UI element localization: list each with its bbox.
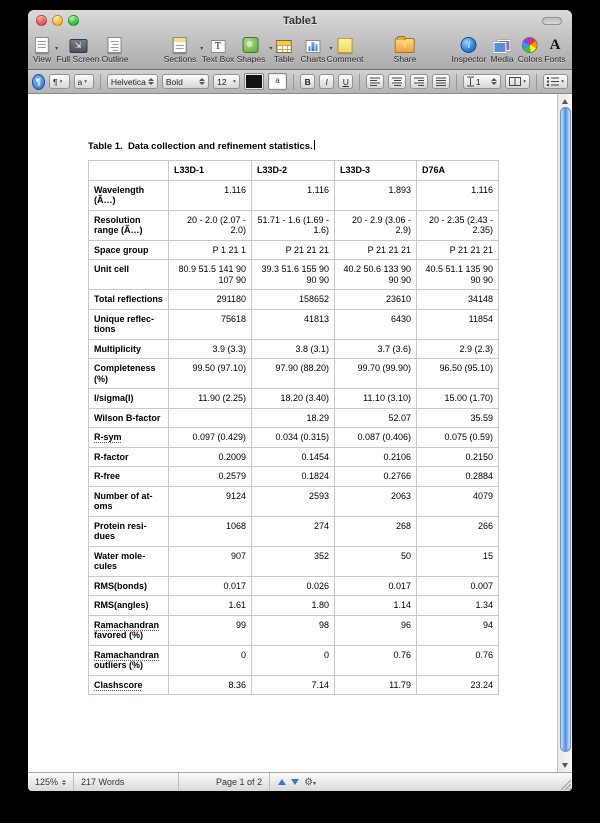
table-cell[interactable]: 0.76 bbox=[417, 645, 499, 675]
table-cell[interactable]: 6430 bbox=[335, 309, 417, 339]
table-cell[interactable]: 40.5 51.1 135 90 90 90 bbox=[417, 260, 499, 290]
toolbar-inspector-button[interactable]: i Inspector bbox=[452, 34, 487, 64]
row-label[interactable]: Multiplicity bbox=[89, 339, 169, 359]
table-cell[interactable]: 11.79 bbox=[335, 675, 417, 695]
table-cell[interactable]: 40.2 50.6 133 90 90 90 bbox=[335, 260, 417, 290]
table-cell[interactable]: 2063 bbox=[335, 486, 417, 516]
column-header[interactable]: L33D-1 bbox=[169, 161, 252, 181]
underline-button[interactable]: U bbox=[338, 74, 353, 89]
corner-header-cell[interactable] bbox=[89, 161, 169, 181]
table-cell[interactable]: 51.71 - 1.6 (1.69 - 1.6) bbox=[252, 210, 335, 240]
align-left-button[interactable] bbox=[366, 74, 384, 89]
window-controls bbox=[36, 15, 79, 26]
table-caption: Table 1. Data collection and refinement statistics. bbox=[88, 141, 313, 152]
table-cell[interactable]: 99.70 (99.90) bbox=[335, 359, 417, 389]
toolbar-view-button[interactable]: ▾ View bbox=[33, 34, 51, 64]
table-cell[interactable]: 96.50 (95.10) bbox=[417, 359, 499, 389]
table-cell[interactable]: 0.2579 bbox=[169, 467, 252, 487]
separator bbox=[536, 74, 537, 90]
next-page-button[interactable] bbox=[291, 779, 299, 785]
close-button[interactable] bbox=[36, 15, 47, 26]
media-icon bbox=[490, 34, 513, 53]
toolbar-charts-button[interactable]: ▾ Charts bbox=[300, 34, 325, 64]
align-right-icon bbox=[414, 77, 424, 86]
text-cursor bbox=[314, 140, 315, 150]
table-cell[interactable]: 11.90 (2.25) bbox=[169, 389, 252, 409]
fonts-icon: A bbox=[549, 37, 561, 53]
toolbar-sections-button[interactable]: ▾ Sections bbox=[164, 34, 197, 64]
align-left-icon bbox=[370, 77, 380, 86]
toolbar-shapes-button[interactable]: ▾ Shapes bbox=[237, 34, 266, 64]
table-cell[interactable]: 3.9 (3.3) bbox=[169, 339, 252, 359]
table-cell[interactable]: 0.026 bbox=[252, 576, 335, 596]
toolbar-media-button[interactable]: Media bbox=[490, 34, 513, 64]
view-icon bbox=[33, 34, 59, 53]
list-icon bbox=[547, 77, 559, 86]
row-label[interactable]: Resolution range (Ã…) bbox=[89, 210, 169, 240]
resize-grip[interactable] bbox=[558, 777, 571, 790]
column-header[interactable]: D76A bbox=[417, 161, 499, 181]
row-label[interactable]: Unique reflections bbox=[89, 309, 169, 339]
toolbar-textbox-button[interactable]: T Text Box bbox=[202, 34, 235, 64]
dropdown-arrow-icon: ▾ bbox=[329, 46, 333, 52]
table-cell[interactable]: 0.2766 bbox=[335, 467, 417, 487]
table-row bbox=[89, 516, 499, 546]
table-cell[interactable]: 0.017 bbox=[335, 576, 417, 596]
scroll-down-arrow[interactable] bbox=[558, 759, 572, 771]
font-size-popup[interactable]: 12 ▾ bbox=[213, 74, 240, 89]
column-header[interactable]: L33D-3 bbox=[335, 161, 417, 181]
table-cell[interactable]: 0.2150 bbox=[417, 447, 499, 467]
table-cell[interactable]: 34148 bbox=[417, 290, 499, 310]
text-box-icon: T bbox=[202, 34, 235, 53]
row-label[interactable]: Wavelength (Ã…) bbox=[89, 180, 169, 210]
table-cell[interactable]: 96 bbox=[335, 615, 417, 645]
toolbar-fonts-button[interactable]: A Fonts bbox=[544, 34, 565, 64]
paragraph-style-dropdown[interactable]: ¶ ▾ bbox=[49, 74, 70, 89]
table-cell[interactable]: 15.00 (1.70) bbox=[417, 389, 499, 409]
table-row bbox=[89, 615, 499, 645]
row-label[interactable]: Number of atoms bbox=[89, 486, 169, 516]
table-cell[interactable]: 20 - 2.9 (3.06 - 2.9) bbox=[335, 210, 417, 240]
table-row bbox=[89, 447, 499, 467]
minimize-button[interactable] bbox=[52, 15, 63, 26]
table-cell[interactable]: P 1 21 1 bbox=[169, 240, 252, 260]
table-cell[interactable]: 8.36 bbox=[169, 675, 252, 695]
character-style-dropdown[interactable]: a ▾ bbox=[74, 74, 95, 89]
separator bbox=[100, 74, 101, 90]
dropdown-arrow-icon: ▾ bbox=[269, 46, 273, 52]
table-row bbox=[89, 240, 499, 260]
window-chrome bbox=[28, 10, 572, 70]
table-cell[interactable]: 41813 bbox=[252, 309, 335, 339]
line-spacing-icon bbox=[467, 76, 474, 87]
toolbar-fullscreen-button[interactable]: ⇲ Full Screen bbox=[57, 34, 100, 64]
table-row bbox=[89, 675, 499, 695]
table-cell[interactable]: 274 bbox=[252, 516, 335, 546]
align-center-button[interactable] bbox=[388, 74, 406, 89]
table-cell[interactable]: 907 bbox=[169, 546, 252, 576]
vertical-scrollbar[interactable] bbox=[557, 94, 572, 772]
table-body bbox=[89, 180, 499, 695]
fullscreen-icon: ⇲ bbox=[57, 34, 100, 53]
table-cell[interactable]: 20 - 2.0 (2.07 - 2.0) bbox=[169, 210, 252, 240]
table-cell[interactable] bbox=[169, 408, 252, 428]
row-label[interactable]: Water molecules bbox=[89, 546, 169, 576]
column-header[interactable]: L33D-2 bbox=[252, 161, 335, 181]
misspelled-word: R-sym bbox=[94, 432, 122, 442]
zoom-control[interactable] bbox=[28, 773, 74, 791]
table-cell[interactable]: 291180 bbox=[169, 290, 252, 310]
typeface-popup[interactable]: Bold bbox=[162, 74, 209, 89]
table-cell[interactable]: 0.1824 bbox=[252, 467, 335, 487]
inspector-icon: i bbox=[452, 34, 487, 53]
table-cell[interactable]: 158652 bbox=[252, 290, 335, 310]
app-window bbox=[28, 10, 572, 791]
previous-page-button[interactable] bbox=[278, 779, 286, 785]
table-cell[interactable]: 1.116 bbox=[169, 180, 252, 210]
bold-button[interactable]: B bbox=[300, 74, 315, 89]
table-cell[interactable]: P 21 21 21 bbox=[417, 240, 499, 260]
table-cell[interactable]: 52.07 bbox=[335, 408, 417, 428]
table-cell[interactable]: 98 bbox=[252, 615, 335, 645]
paragraph-styles-drawer-button[interactable]: ¶ bbox=[32, 74, 45, 90]
align-justify-icon bbox=[436, 77, 446, 86]
table-cell[interactable]: 0.007 bbox=[417, 576, 499, 596]
table-cell[interactable]: 0.017 bbox=[169, 576, 252, 596]
table-cell[interactable]: 1.80 bbox=[252, 596, 335, 616]
page-navigation bbox=[270, 777, 324, 788]
toolbar-outline-button[interactable]: Outline bbox=[102, 34, 129, 64]
misspelled-word: Ramachandran bbox=[94, 619, 160, 630]
table-cell[interactable]: 20 - 2.35 (2.43 - 2.35) bbox=[417, 210, 499, 240]
row-label[interactable]: Total reflections bbox=[89, 290, 169, 310]
table-row bbox=[89, 546, 499, 576]
table-cell[interactable]: 352 bbox=[252, 546, 335, 576]
page-indicator[interactable]: Page 1 of 2 bbox=[209, 773, 270, 791]
row-label[interactable]: RMS(bonds) bbox=[89, 576, 169, 596]
table-cell[interactable]: 0.034 (0.315) bbox=[252, 428, 335, 448]
table-cell[interactable]: 15 bbox=[417, 546, 499, 576]
table-cell[interactable]: 0.2884 bbox=[417, 467, 499, 487]
table-cell[interactable]: 1.116 bbox=[417, 180, 499, 210]
title-bar[interactable] bbox=[28, 10, 572, 32]
highlight-color-well[interactable]: a bbox=[268, 73, 288, 90]
row-label[interactable]: Wilson B-factor bbox=[89, 408, 169, 428]
toolbar-comment-button[interactable]: Comment bbox=[327, 34, 364, 64]
table-cell[interactable]: 99.50 (97.10) bbox=[169, 359, 252, 389]
table-cell[interactable]: 2593 bbox=[252, 486, 335, 516]
table-cell[interactable]: 0 bbox=[169, 645, 252, 675]
zoom-stepper[interactable] bbox=[62, 780, 66, 785]
row-label[interactable] bbox=[89, 428, 169, 448]
columns-dropdown[interactable]: ▾ bbox=[505, 74, 530, 89]
window-title: Table1 bbox=[282, 15, 318, 27]
table-cell[interactable]: 266 bbox=[417, 516, 499, 546]
table-header-row bbox=[89, 161, 499, 181]
table-row bbox=[89, 467, 499, 487]
format-bar bbox=[28, 70, 572, 94]
table-row bbox=[89, 389, 499, 409]
scroll-up-arrow[interactable] bbox=[558, 95, 572, 107]
table-cell[interactable]: 1.893 bbox=[335, 180, 417, 210]
table-cell[interactable]: 0.76 bbox=[335, 645, 417, 675]
table-cell[interactable]: 35.59 bbox=[417, 408, 499, 428]
table-row bbox=[89, 210, 499, 240]
data-table[interactable] bbox=[88, 160, 499, 695]
columns-icon bbox=[509, 77, 521, 86]
table-row bbox=[89, 309, 499, 339]
dropdown-arrow-icon: ▾ bbox=[55, 46, 59, 52]
table-cell[interactable]: 18.20 (3.40) bbox=[252, 389, 335, 409]
italic-button[interactable]: I bbox=[319, 74, 334, 89]
table-cell[interactable]: 11.10 (3.10) bbox=[335, 389, 417, 409]
font-family-popup[interactable]: Helvetica bbox=[107, 74, 158, 89]
table-cell[interactable]: 0.2106 bbox=[335, 447, 417, 467]
table-row bbox=[89, 408, 499, 428]
table-cell[interactable]: 23.24 bbox=[417, 675, 499, 695]
sections-icon bbox=[164, 34, 204, 53]
table-cell[interactable]: 2.9 (2.3) bbox=[417, 339, 499, 359]
align-right-button[interactable] bbox=[410, 74, 428, 89]
table-cell[interactable]: 0.2009 bbox=[169, 447, 252, 467]
table-cell[interactable]: 1068 bbox=[169, 516, 252, 546]
table-cell[interactable]: 11854 bbox=[417, 309, 499, 339]
separator bbox=[456, 74, 457, 90]
table-cell[interactable]: 1.14 bbox=[335, 596, 417, 616]
share-icon bbox=[394, 34, 417, 53]
row-label[interactable]: RMS(angles) bbox=[89, 596, 169, 616]
table-cell[interactable]: P 21 21 21 bbox=[252, 240, 335, 260]
separator bbox=[293, 74, 294, 90]
table-cell[interactable]: 9124 bbox=[169, 486, 252, 516]
table-cell[interactable]: 75618 bbox=[169, 309, 252, 339]
misspelled-word: Clashscore bbox=[94, 679, 143, 690]
list-style-dropdown[interactable]: ▾ bbox=[543, 74, 568, 89]
table-cell[interactable]: 39.3 51.6 155 90 90 90 bbox=[252, 260, 335, 290]
gear-menu-button[interactable]: ⚙▾ bbox=[304, 776, 317, 788]
toolbar bbox=[28, 32, 572, 69]
row-label[interactable] bbox=[89, 675, 169, 695]
table-cell[interactable]: 3.7 (3.6) bbox=[335, 339, 417, 359]
shapes-icon bbox=[237, 34, 273, 53]
comment-icon bbox=[327, 34, 364, 53]
status-bar bbox=[28, 772, 572, 791]
row-label[interactable]: Ramachandran favored (%) bbox=[89, 615, 169, 645]
table-row bbox=[89, 290, 499, 310]
table-cell[interactable]: 0.087 (0.406) bbox=[335, 428, 417, 448]
document-area bbox=[28, 94, 572, 772]
toolbar-share-button[interactable]: ↑ Share bbox=[394, 34, 417, 64]
table-row bbox=[89, 260, 499, 290]
colors-icon bbox=[518, 34, 543, 53]
charts-icon bbox=[300, 34, 333, 53]
table-cell[interactable]: 50 bbox=[335, 546, 417, 576]
table-cell[interactable]: 18.29 bbox=[252, 408, 335, 428]
table-row bbox=[89, 428, 499, 448]
table-cell[interactable]: 1.61 bbox=[169, 596, 252, 616]
row-label[interactable]: R-free bbox=[89, 467, 169, 487]
scrollbar-thumb[interactable] bbox=[560, 107, 571, 752]
table-cell[interactable]: 0.097 (0.429) bbox=[169, 428, 252, 448]
table-cell[interactable]: 97.90 (88.20) bbox=[252, 359, 335, 389]
table-cell[interactable]: P 21 21 21 bbox=[335, 240, 417, 260]
table-cell[interactable]: 0.075 (0.59) bbox=[417, 428, 499, 448]
align-justify-button[interactable] bbox=[432, 74, 450, 89]
dropdown-arrow-icon: ▾ bbox=[200, 46, 204, 52]
row-label[interactable]: Ramachandran outliers (%) bbox=[89, 645, 169, 675]
row-label[interactable]: Completeness (%) bbox=[89, 359, 169, 389]
table-cell[interactable]: 1.34 bbox=[417, 596, 499, 616]
table-row bbox=[89, 596, 499, 616]
table-row bbox=[89, 576, 499, 596]
table-cell[interactable]: 3.8 (3.1) bbox=[252, 339, 335, 359]
table-cell[interactable]: 0 bbox=[252, 645, 335, 675]
table-cell[interactable]: 80.9 51.5 141 90 107 90 bbox=[169, 260, 252, 290]
toolbar-toggle-button[interactable] bbox=[542, 17, 562, 25]
row-label[interactable]: Protein residues bbox=[89, 516, 169, 546]
table-cell[interactable]: 0.1454 bbox=[252, 447, 335, 467]
row-label[interactable]: R-factor bbox=[89, 447, 169, 467]
zoom-button[interactable] bbox=[68, 15, 79, 26]
document-page[interactable] bbox=[28, 94, 557, 772]
table-cell[interactable]: 99 bbox=[169, 615, 252, 645]
zoom-level: 125% bbox=[35, 777, 59, 787]
table-cell[interactable]: 268 bbox=[335, 516, 417, 546]
row-label[interactable]: Unit cell bbox=[89, 260, 169, 290]
line-spacing-control[interactable]: 1 bbox=[463, 74, 501, 89]
row-label[interactable]: Space group bbox=[89, 240, 169, 260]
separator bbox=[359, 74, 360, 90]
table-cell[interactable]: 94 bbox=[417, 615, 499, 645]
word-count: 217 Words bbox=[74, 773, 179, 791]
misspelled-word: Ramachandran bbox=[94, 649, 160, 660]
outline-icon bbox=[102, 34, 129, 53]
align-center-icon bbox=[392, 77, 402, 86]
table-icon bbox=[274, 34, 294, 53]
text-color-well[interactable] bbox=[244, 73, 264, 90]
table-row bbox=[89, 359, 499, 389]
table-cell[interactable]: 4079 bbox=[417, 486, 499, 516]
table-cell[interactable]: 7.14 bbox=[252, 675, 335, 695]
table-cell[interactable]: 1.116 bbox=[252, 180, 335, 210]
table-row bbox=[89, 339, 499, 359]
table-row bbox=[89, 180, 499, 210]
toolbar-table-button[interactable]: Table bbox=[274, 34, 294, 64]
table-row bbox=[89, 486, 499, 516]
table-cell[interactable]: 23610 bbox=[335, 290, 417, 310]
table-row bbox=[89, 645, 499, 675]
toolbar-colors-button[interactable]: Colors bbox=[518, 34, 543, 64]
row-label[interactable]: I/sigma(I) bbox=[89, 389, 169, 409]
